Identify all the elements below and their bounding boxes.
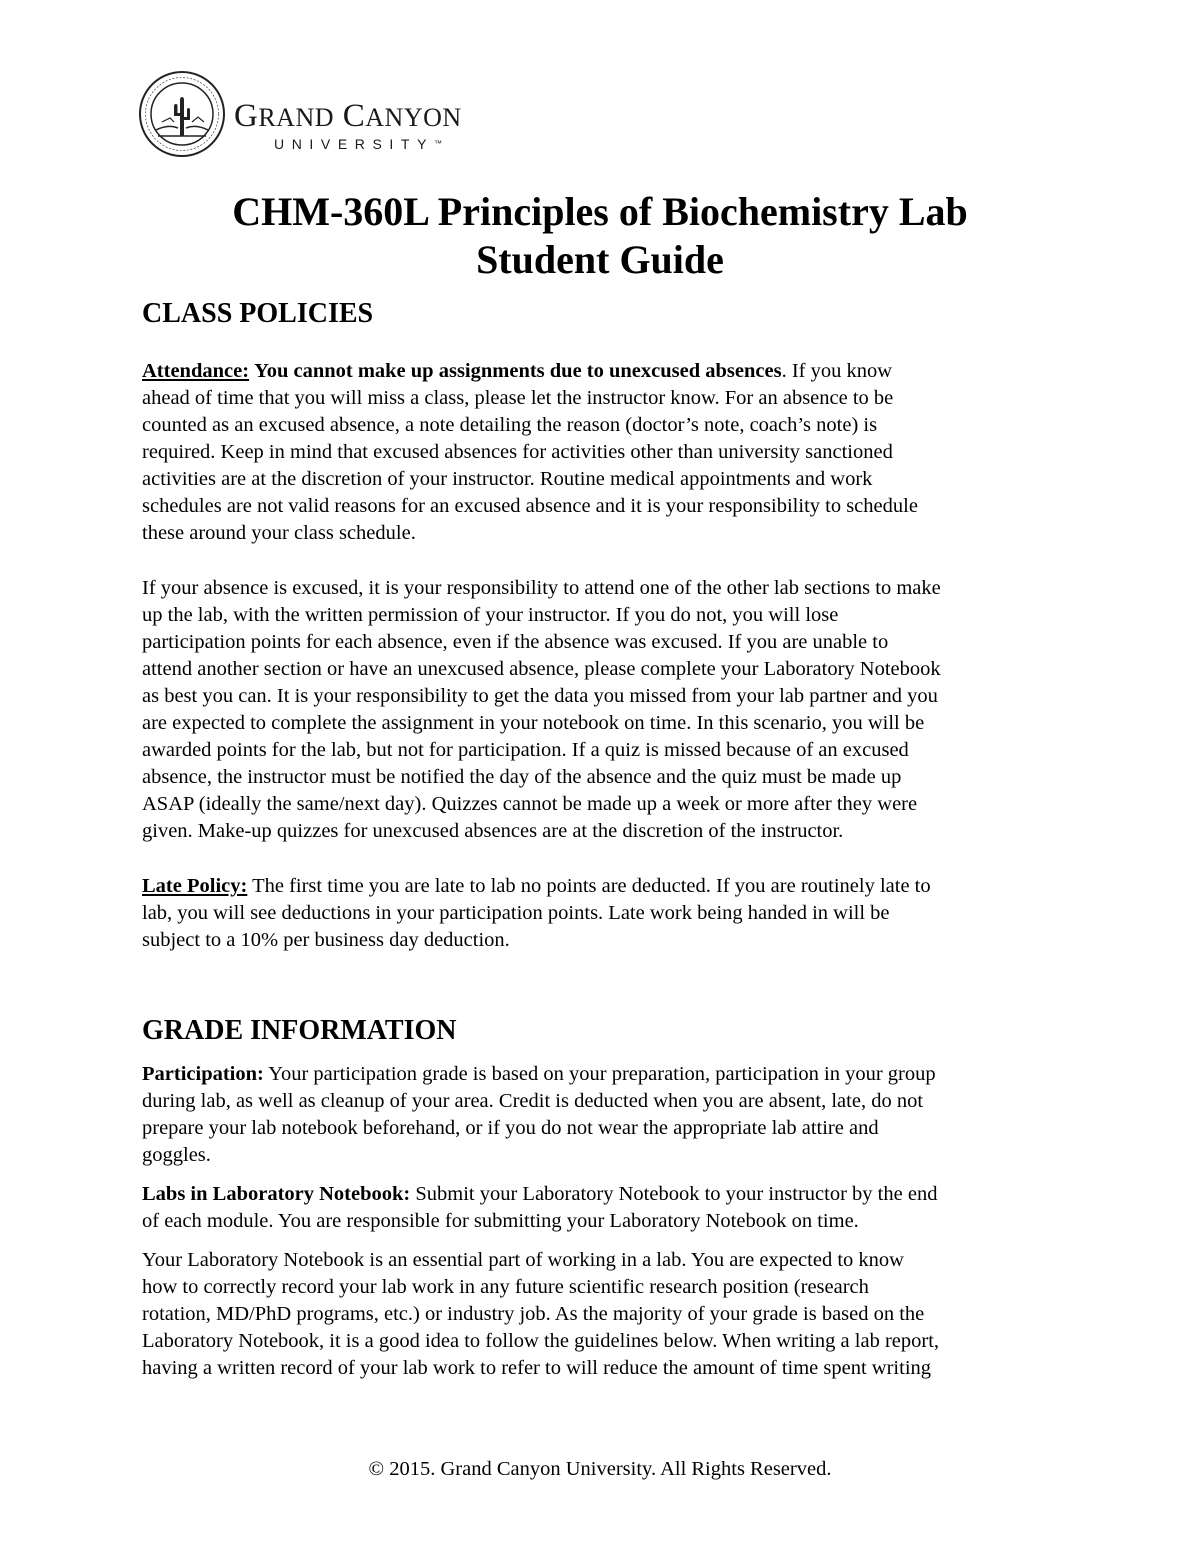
paragraph-line: how to correctly record your lab work in any future scientific research position (research xyxy=(142,1276,869,1298)
paragraph-line: prepare your lab notebook beforehand, or if you do not wear the appropriate lab attire and xyxy=(142,1117,879,1139)
paragraph-line: activities are at the discretion of your instructor. Routine medical appointments and work xyxy=(142,468,873,490)
paragraph-line: lab, you will see deductions in your participation points. Late work being handed in will be xyxy=(142,902,890,924)
paragraph-line: given. Make-up quizzes for unexcused absences are at the discretion of the instructor. xyxy=(142,820,844,842)
paragraph-line: ahead of time that you will miss a class, please let the instructor know. For an absence to be xyxy=(142,387,894,409)
attendance-label: Attendance: xyxy=(142,360,250,382)
paragraph-line: Laboratory Notebook, it is a good idea to follow the guidelines below. When writing a lab report, xyxy=(142,1330,940,1352)
paragraph-line: up the lab, with the written permission of your instructor. If you do not, you will lose xyxy=(142,604,839,626)
paragraph-line: attend another section or have an unexcused absence, please complete your Laboratory Notebook xyxy=(142,658,941,680)
attendance-paragraph xyxy=(142,358,1062,547)
title-line-2: Student Guide xyxy=(476,237,724,282)
paragraph-line: participation points for each absence, even if the absence was excused. If you are unable to xyxy=(142,631,889,653)
grade-information-heading: GRADE INFORMATION xyxy=(142,1015,457,1046)
paragraph-line: Late Policy: The first time you are late to lab no points are deducted. If you are routinely late to xyxy=(142,875,931,897)
labs-notebook-label: Labs in Laboratory Notebook: xyxy=(142,1183,411,1205)
paragraph-line: Labs in Laboratory Notebook: Submit your Laboratory Notebook to your instructor by the end xyxy=(142,1183,938,1205)
paragraph-line: Attendance: You cannot make up assignments due to unexcused absences. If you know xyxy=(142,360,893,382)
participation-label: Participation: xyxy=(142,1063,264,1085)
notebook-paragraph xyxy=(142,1247,1062,1382)
university-seal-icon xyxy=(138,70,226,158)
paragraph-line: Participation: Your participation grade is based on your preparation, participation in your group xyxy=(142,1063,936,1085)
paragraph-line: having a written record of your lab work to refer to will reduce the amount of time spent writing xyxy=(142,1357,932,1379)
class-policies-heading: CLASS POLICIES xyxy=(142,298,374,329)
copyright-footer: © 2015. Grand Canyon University. All Rights Reserved. xyxy=(368,1458,832,1480)
paragraph-line: as best you can. It is your responsibility to get the data you missed from your lab partner and you xyxy=(142,685,938,707)
document-title xyxy=(0,188,1200,284)
paragraph-line: schedules are not valid reasons for an excused absence and it is your responsibility to schedule xyxy=(142,495,918,517)
paragraph-line: of each module. You are responsible for submitting your Laboratory Notebook on time. xyxy=(142,1210,859,1232)
paragraph-line: required. Keep in mind that excused absences for activities other than university sanctioned xyxy=(142,441,893,463)
participation-paragraph xyxy=(142,1061,1062,1169)
late-policy-label: Late Policy: xyxy=(142,875,248,897)
paragraph-line: awarded points for the lab, but not for participation. If a quiz is missed because of an excused xyxy=(142,739,909,761)
wordmark-subtitle: UNIVERSITY™ xyxy=(274,136,443,152)
labs-notebook-paragraph xyxy=(142,1181,1062,1235)
paragraph-line: subject to a 10% per business day deduction. xyxy=(142,929,510,951)
excused-absence-paragraph xyxy=(142,575,1062,845)
paragraph-line: counted as an excused absence, a note detailing the reason (doctor’s note, coach’s note) is xyxy=(142,414,878,436)
paragraph-line: If your absence is excused, it is your responsibility to attend one of the other lab sections to make xyxy=(142,577,941,599)
wordmark-name: GRAND CANYON xyxy=(234,98,462,134)
paragraph-line: absence, the instructor must be notified the day of the absence and the quiz must be made up xyxy=(142,766,902,788)
university-wordmark xyxy=(234,98,534,168)
paragraph-line: rotation, MD/PhD programs, etc.) or industry job. As the majority of your grade is based on the xyxy=(142,1303,925,1325)
paragraph-line: Your Laboratory Notebook is an essential part of working in a lab. You are expected to know xyxy=(142,1249,904,1271)
title-line-1: CHM-360L Principles of Biochemistry Lab xyxy=(232,189,968,234)
paragraph-line: ASAP (ideally the same/next day). Quizzes cannot be made up a week or more after they were xyxy=(142,793,918,815)
paragraph-line: are expected to complete the assignment in your notebook on time. In this scenario, you will be xyxy=(142,712,925,734)
late-policy-paragraph xyxy=(142,873,1062,954)
paragraph-line: during lab, as well as cleanup of your area. Credit is deducted when you are absent, late, do not xyxy=(142,1090,924,1112)
paragraph-line: goggles. xyxy=(142,1144,211,1166)
attendance-bold-statement: You cannot make up assignments due to unexcused absences xyxy=(254,360,782,382)
paragraph-line: these around your class schedule. xyxy=(142,522,416,544)
university-logo xyxy=(138,70,538,170)
